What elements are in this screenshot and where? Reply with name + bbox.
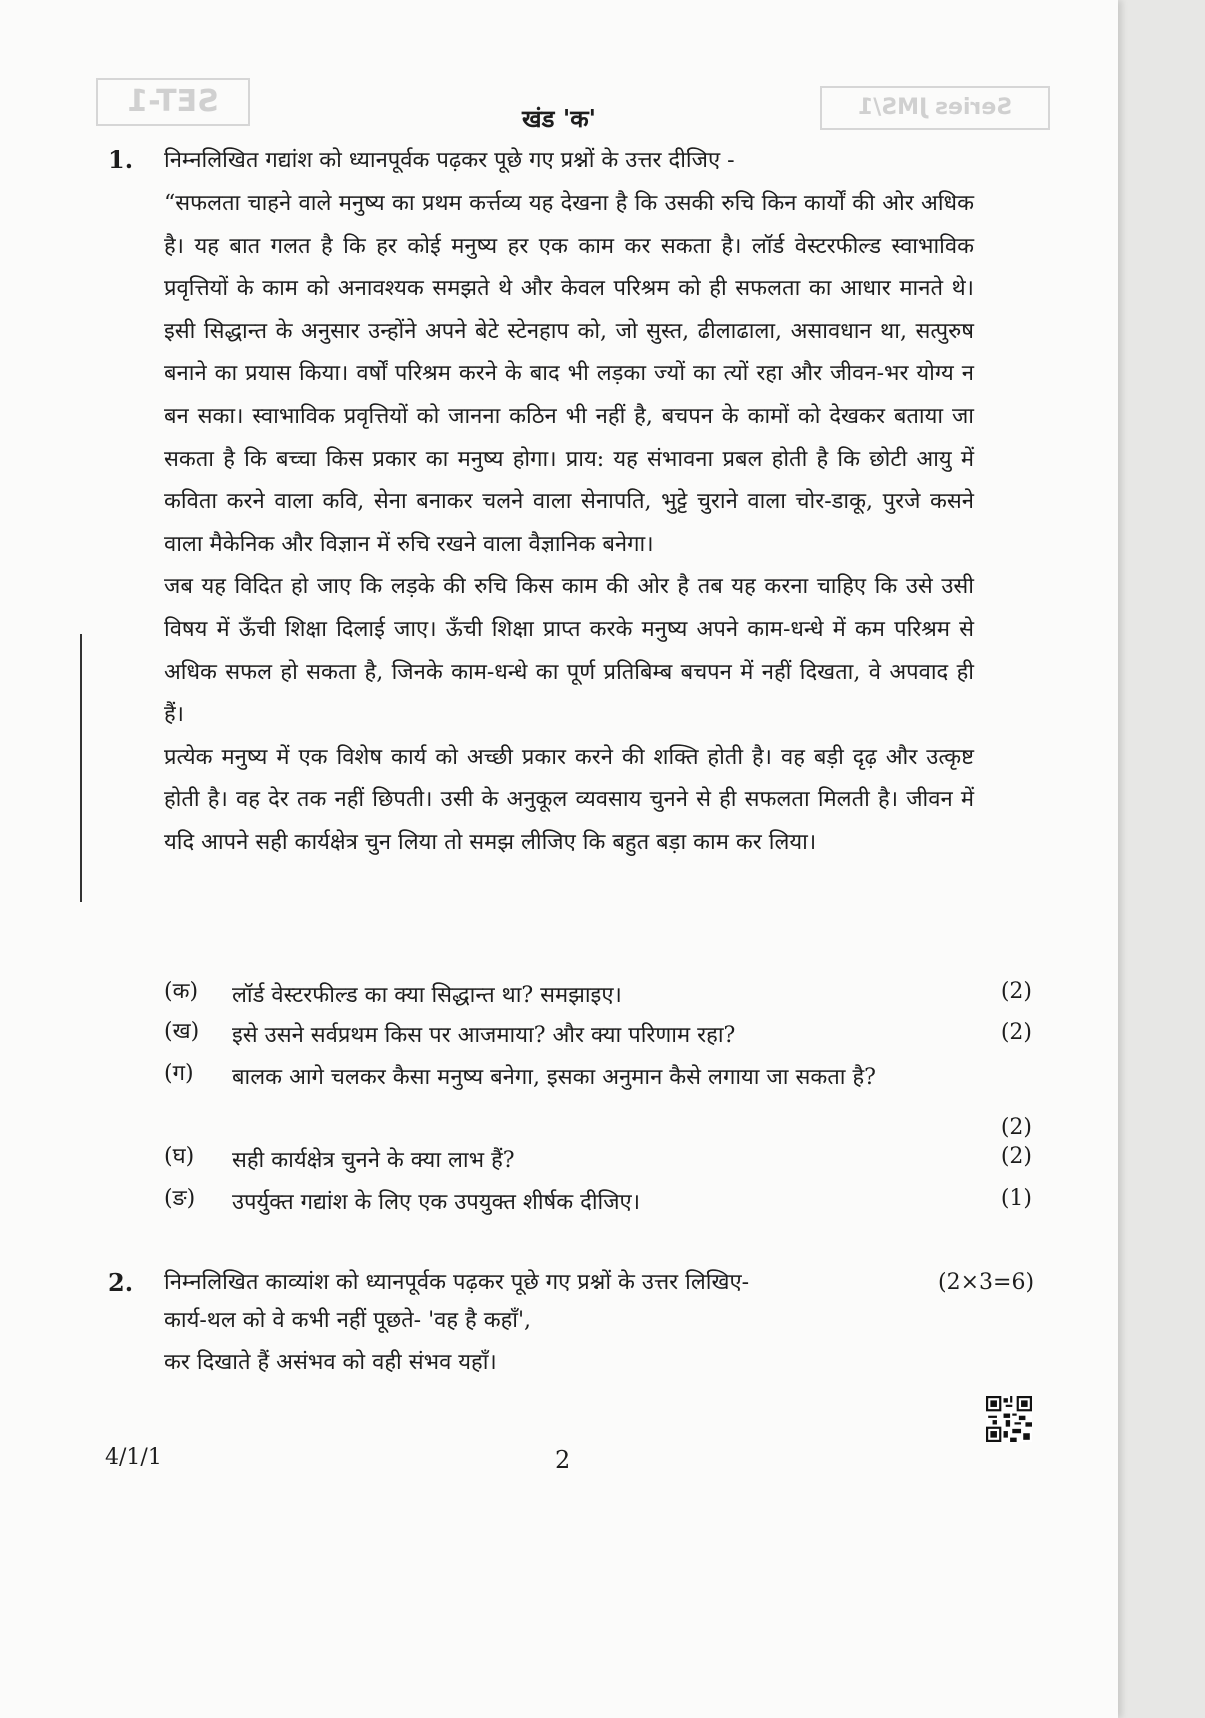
passage-paragraph-3: प्रत्येक मनुष्य में एक विशेष कार्य को अच्छी प्रकार करने की शक्ति होती है। वह बड़ी दृढ़ और उत्कृष्ट होती है। वह देर तक नहीं छिपती। उसी के अनुकूल व्यवसाय चुनने से ही सफलता मिलती है। जीवन में यदि आपने सही कार्यक्षेत्र चुन लिया तो समझ लीजिए कि बहुत बड़ा काम कर लिया। bbox=[164, 744, 974, 855]
qr-code-icon bbox=[986, 1396, 1032, 1442]
page-number: 2 bbox=[555, 1446, 571, 1474]
question-2-number: 2. bbox=[108, 1268, 134, 1297]
poem-line-2: कर दिखाते हैं असंभव को वही संभव यहाँ। bbox=[164, 1350, 497, 1375]
question-2-marks: (2×3=6) bbox=[938, 1270, 1035, 1295]
poem-excerpt bbox=[164, 1300, 531, 1384]
subquestion-marks: (2) bbox=[1000, 979, 1032, 1004]
subquestion-text: बालक आगे चलकर कैसा मनुष्य बनेगा, इसका अनुमान कैसे लगाया जा सकता है? bbox=[232, 1065, 876, 1090]
subquestion-text: इसे उसने सर्वप्रथम किस पर आजमाया? और क्या परिणाम रहा? bbox=[232, 1023, 736, 1048]
question-2-instruction: निम्नलिखित काव्यांश को ध्यानपूर्वक पढ़कर पूछे गए प्रश्नों के उत्तर लिखिए- bbox=[164, 1270, 750, 1295]
subquestion-label: (ग) bbox=[164, 1061, 194, 1086]
subquestion-marks: (2) bbox=[1000, 1144, 1032, 1169]
bleed-through-series-box: Series JMS/1 bbox=[820, 86, 1050, 130]
subquestion-label: (घ) bbox=[164, 1144, 195, 1169]
subquestion-marks: (2) bbox=[1000, 1020, 1032, 1045]
subquestion-marks: (1) bbox=[1000, 1186, 1032, 1211]
subquestion-text: सही कार्यक्षेत्र चुनने के क्या लाभ हैं? bbox=[232, 1148, 515, 1173]
subquestion-text: लॉर्ड वेस्टरफील्ड का क्या सिद्धान्त था? समझाइए। bbox=[232, 983, 622, 1008]
subquestion-text: उपर्युक्त गद्यांश के लिए एक उपयुक्त शीर्षक दीजिए। bbox=[232, 1190, 641, 1215]
passage-paragraph-1: “सफलता चाहने वाले मनुष्य का प्रथम कर्त्तव्य यह देखना है कि उसकी रुचि किन कार्यों की ओर अधिक है। यह बात गलत है कि हर कोई मनुष्य हर एक काम कर सकता है। लॉर्ड वेस्टरफील्ड स्वाभाविक प्रवृत्तियों के काम को अनावश्यक समझते थे और केवल परिश्रम को ही सफलता का आधार मानते थे। इसी सिद्धान्त के अनुसार उन्होंने अपने बेटे स्टेनहाप को, जो सुस्त, ढीलाढाला, असावधान था, सत्पुरुष बनाने का प्रयास किया। वर्षों परिश्रम करने के बाद भी लड़का ज्यों का त्यों रहा और जीवन-भर योग्य न बन सका। स्वाभाविक प्रवृत्तियों को जानना कठिन भी नहीं है, बचपन के कामों को देखकर बताया जा सकता है कि बच्चा किस प्रकार का मनुष्य होगा। प्राय: यह संभावना प्रबल होती है कि छोटी आयु में कविता करने वाला कवि, सेना बनाकर चलने वाला सेनापति, भुट्टे चुराने वाला चोर-डाकू, पुरजे कसने वाला मैकेनिक और विज्ञान में रुचि रखने वाला वैज्ञानिक बनेगा। bbox=[164, 191, 974, 557]
passage-paragraph-2: जब यह विदित हो जाए कि लड़के की रुचि किस काम की ओर है तब यह करना चाहिए कि उसे उसी विषय में ऊँची शिक्षा दिलाई जाए। ऊँची शिक्षा प्राप्त करके मनुष्य अपने काम-धन्धे में कम परिश्रम से अधिक सफल हो सकता है, जिनके काम-धन्धे का पूर्ण प्रतिबिम्ब बचपन में नहीं दिखता, वे अपवाद ही हैं। bbox=[164, 574, 974, 728]
paper-code: 4/1/1 bbox=[105, 1445, 162, 1470]
prose-passage bbox=[164, 183, 974, 865]
subquestion-marks: (2) bbox=[1000, 1115, 1032, 1140]
subquestion-label: (क) bbox=[164, 979, 199, 1004]
margin-line bbox=[80, 634, 82, 902]
question-1-instruction: निम्नलिखित गद्यांश को ध्यानपूर्वक पढ़कर पूछे गए प्रश्नों के उत्तर दीजिए - bbox=[164, 148, 735, 173]
poem-line-1: कार्य-थल को वे कभी नहीं पूछते- 'वह है कहाँ', bbox=[164, 1308, 532, 1333]
subquestion-label: (ङ) bbox=[164, 1186, 196, 1211]
bleed-through-set-box: SET-1 bbox=[96, 78, 250, 126]
subquestion-label: (ख) bbox=[164, 1019, 200, 1044]
question-1-number: 1. bbox=[108, 145, 134, 174]
section-heading: खंड 'क' bbox=[522, 104, 596, 133]
